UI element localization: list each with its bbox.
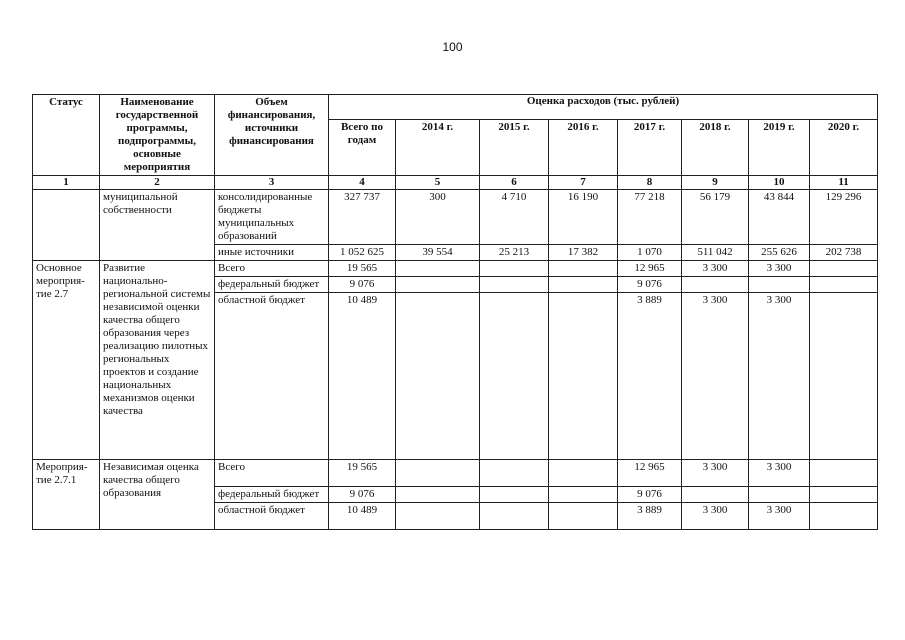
value-2015 bbox=[480, 503, 549, 530]
source-cell: Всего bbox=[215, 460, 329, 487]
value-2020 bbox=[810, 503, 878, 530]
status-cell: Мероприя-тие 2.7.1 bbox=[33, 460, 100, 530]
value-2019 bbox=[749, 487, 810, 503]
value-2019: 43 844 bbox=[749, 190, 810, 245]
value-2015 bbox=[480, 487, 549, 503]
value-2017: 77 218 bbox=[618, 190, 682, 245]
name-cell: муниципальной собственности bbox=[100, 190, 215, 261]
value-2014 bbox=[396, 293, 480, 460]
value-2020 bbox=[810, 277, 878, 293]
column-number: 7 bbox=[549, 176, 618, 190]
value-2019 bbox=[749, 277, 810, 293]
header-expenses-group: Оценка расходов (тыс. рублей) bbox=[329, 95, 878, 120]
value-2019: 255 626 bbox=[749, 245, 810, 261]
header-year-2016: 2016 г. bbox=[549, 120, 618, 176]
value-total: 10 489 bbox=[329, 293, 396, 460]
value-2018: 3 300 bbox=[682, 503, 749, 530]
column-number: 5 bbox=[396, 176, 480, 190]
header-year-2018: 2018 г. bbox=[682, 120, 749, 176]
column-number: 2 bbox=[100, 176, 215, 190]
column-number-row bbox=[33, 176, 878, 190]
value-2015: 4 710 bbox=[480, 190, 549, 245]
value-2020 bbox=[810, 487, 878, 503]
value-total: 9 076 bbox=[329, 487, 396, 503]
source-cell: областной бюджет bbox=[215, 503, 329, 530]
header-funding: Объем финансирования, источники финансирования bbox=[215, 95, 329, 176]
table-row bbox=[33, 190, 878, 245]
value-2017: 3 889 bbox=[618, 293, 682, 460]
value-2016 bbox=[549, 503, 618, 530]
value-2016: 16 190 bbox=[549, 190, 618, 245]
value-2018 bbox=[682, 277, 749, 293]
header-year-2019: 2019 г. bbox=[749, 120, 810, 176]
value-total: 10 489 bbox=[329, 503, 396, 530]
value-2019: 3 300 bbox=[749, 503, 810, 530]
source-cell: консолидированные бюджеты муниципальных образований bbox=[215, 190, 329, 245]
value-2015: 25 213 bbox=[480, 245, 549, 261]
value-2015 bbox=[480, 293, 549, 460]
value-2020 bbox=[810, 293, 878, 460]
value-total: 19 565 bbox=[329, 261, 396, 277]
name-cell: Независимая оценка качества общего образования bbox=[100, 460, 215, 530]
source-cell: иные источники bbox=[215, 245, 329, 261]
source-cell: областной бюджет bbox=[215, 293, 329, 460]
value-2014: 300 bbox=[396, 190, 480, 245]
value-2019: 3 300 bbox=[749, 261, 810, 277]
value-2016 bbox=[549, 460, 618, 487]
header-year-2020: 2020 г. bbox=[810, 120, 878, 176]
column-number: 8 bbox=[618, 176, 682, 190]
budget-table bbox=[32, 94, 878, 530]
value-2017: 9 076 bbox=[618, 277, 682, 293]
page-number: 100 bbox=[442, 40, 463, 54]
value-2014: 39 554 bbox=[396, 245, 480, 261]
value-2016 bbox=[549, 487, 618, 503]
status-cell: Основное мероприя-тие 2.7 bbox=[33, 261, 100, 460]
value-2018 bbox=[682, 487, 749, 503]
table-row bbox=[33, 261, 878, 277]
value-total: 1 052 625 bbox=[329, 245, 396, 261]
header-year-2014: 2014 г. bbox=[396, 120, 480, 176]
value-2018: 511 042 bbox=[682, 245, 749, 261]
source-cell: федеральный бюджет bbox=[215, 277, 329, 293]
value-total: 9 076 bbox=[329, 277, 396, 293]
value-2015 bbox=[480, 277, 549, 293]
value-total: 327 737 bbox=[329, 190, 396, 245]
status-cell bbox=[33, 190, 100, 261]
value-2020: 129 296 bbox=[810, 190, 878, 245]
value-total: 19 565 bbox=[329, 460, 396, 487]
value-2016 bbox=[549, 261, 618, 277]
value-2014 bbox=[396, 460, 480, 487]
header-year-2017: 2017 г. bbox=[618, 120, 682, 176]
header-name: Наименование государственной программы, подпрограммы, основные мероприятия bbox=[100, 95, 215, 176]
header-row-1 bbox=[33, 95, 878, 120]
column-number: 1 bbox=[33, 176, 100, 190]
value-2014 bbox=[396, 277, 480, 293]
column-number: 9 bbox=[682, 176, 749, 190]
name-cell: Развитие национально-региональной системы независимой оценки качества общего образования через реализацию пилотных региональных проектов и создание национальных механизмов оценки качества bbox=[100, 261, 215, 460]
value-2014 bbox=[396, 261, 480, 277]
value-2017: 9 076 bbox=[618, 487, 682, 503]
value-2016 bbox=[549, 293, 618, 460]
value-2016: 17 382 bbox=[549, 245, 618, 261]
column-number: 6 bbox=[480, 176, 549, 190]
value-2015 bbox=[480, 460, 549, 487]
table-row bbox=[33, 460, 878, 487]
value-2020: 202 738 bbox=[810, 245, 878, 261]
column-number: 10 bbox=[749, 176, 810, 190]
value-2018: 3 300 bbox=[682, 293, 749, 460]
value-2015 bbox=[480, 261, 549, 277]
value-2017: 1 070 bbox=[618, 245, 682, 261]
value-2017: 12 965 bbox=[618, 261, 682, 277]
header-year-2015: 2015 г. bbox=[480, 120, 549, 176]
value-2017: 12 965 bbox=[618, 460, 682, 487]
value-2017: 3 889 bbox=[618, 503, 682, 530]
value-2018: 3 300 bbox=[682, 261, 749, 277]
source-cell: федеральный бюджет bbox=[215, 487, 329, 503]
value-2020 bbox=[810, 261, 878, 277]
header-status: Статус bbox=[33, 95, 100, 176]
value-2020 bbox=[810, 460, 878, 487]
value-2019: 3 300 bbox=[749, 293, 810, 460]
value-2018: 3 300 bbox=[682, 460, 749, 487]
column-number: 11 bbox=[810, 176, 878, 190]
value-2016 bbox=[549, 277, 618, 293]
value-2018: 56 179 bbox=[682, 190, 749, 245]
column-number: 3 bbox=[215, 176, 329, 190]
column-number: 4 bbox=[329, 176, 396, 190]
value-2014 bbox=[396, 487, 480, 503]
value-2019: 3 300 bbox=[749, 460, 810, 487]
header-total: Всего по годам bbox=[329, 120, 396, 176]
source-cell: Всего bbox=[215, 261, 329, 277]
value-2014 bbox=[396, 503, 480, 530]
